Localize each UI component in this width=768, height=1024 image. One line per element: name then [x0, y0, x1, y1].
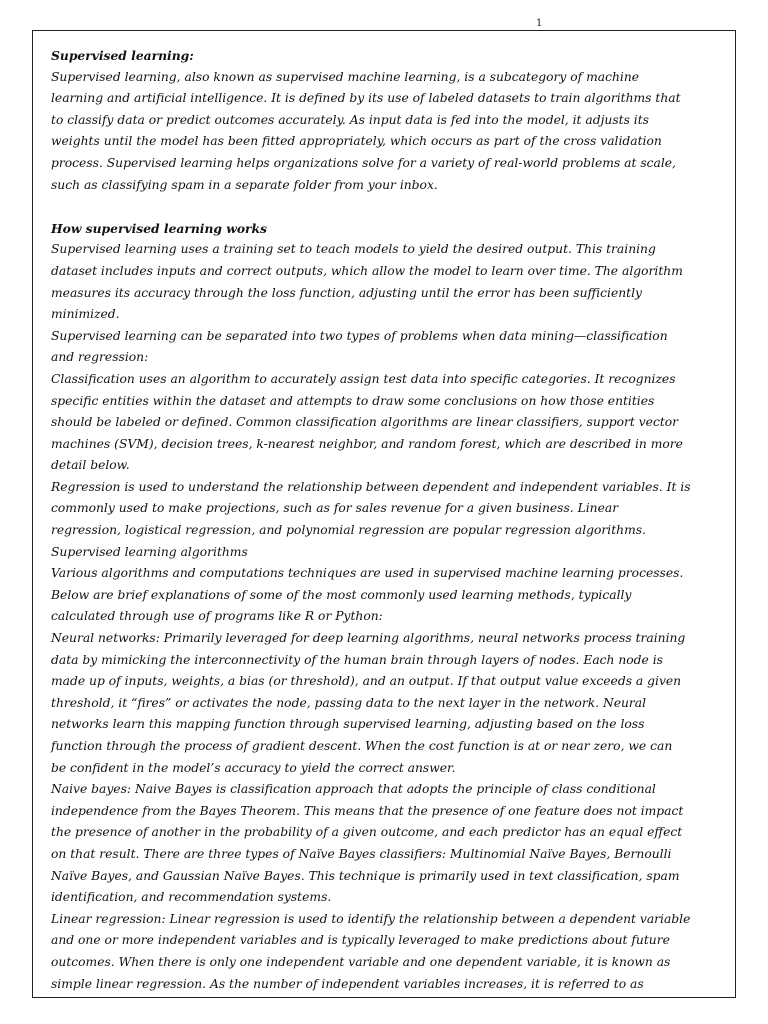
text-line: networks learn this mapping function through supervised learning, adjusting based on the loss [51, 717, 645, 732]
text-line: commonly used to make projections, such as for sales revenue for a given business. Linear [51, 501, 619, 516]
text-line: function through the process of gradient descent. When the cost function is at or near zero, we can [51, 739, 673, 753]
text-line: weights until the model has been fitted appropriately, which occurs as part of the cross validation [51, 134, 662, 149]
text-line: should be labeled or defined. Common classification algorithms are linear classifiers, support vector [51, 415, 679, 430]
text-line: minimized. [51, 307, 120, 322]
text-line: process. Supervised learning helps organizations solve for a variety of real-world problems at scale, [51, 155, 676, 170]
text-line: Regression is used to understand the relationship between dependent and independent variables. It is [51, 479, 691, 494]
text-line: threshold, it “fires” or activates the node, passing data to the next layer in the network. Neural [51, 695, 647, 710]
text-line: machines (SVM), decision trees, k-nearest neighbor, and random forest, which are described in more [51, 436, 683, 451]
text-line: Supervised learning can be separated into two types of problems when data mining—classification [51, 328, 668, 343]
text-line: calculated through use of programs like R or Python: [51, 609, 383, 624]
text-line: independence from the Bayes Theorem. This means that the presence of one feature does not impact [51, 803, 684, 818]
text-line: identification, and recommendation systems. [51, 890, 332, 905]
page-number: 1 [536, 18, 543, 29]
text-line: Supervised learning uses a training set to teach models to yield the desired output. This training [51, 242, 656, 257]
text-line: regression, logistical regression, and polynomial regression are popular regression algorithms. [51, 523, 646, 538]
section-gap [51, 196, 721, 218]
text-line: be confident in the model’s accuracy to yield the correct answer. [51, 760, 456, 775]
text-line: detail below. [51, 458, 130, 473]
text-line: Supervised learning, also known as supervised machine learning, is a subcategory of machine [51, 69, 640, 84]
text-line: outcomes. When there is only one independent variable and one dependent variable, it is known as [51, 954, 671, 969]
section-heading: Supervised learning: [51, 48, 194, 63]
text-line: Classification uses an algorithm to accurately assign test data into specific categories. It recognizes [51, 371, 676, 386]
text-line: Naive bayes: Naive Bayes is classification approach that adopts the principle of class conditional [51, 782, 656, 797]
text-line: Linear regression: Linear regression is used to identify the relationship between a dependent variable [51, 911, 691, 926]
page-frame [32, 30, 736, 998]
text-line: data by mimicking the interconnectivity of the human brain through layers of nodes. Each node is [51, 652, 663, 667]
text-line: Various algorithms and computations techniques are used in supervised machine learning processes. [51, 566, 684, 581]
section-heading: How supervised learning works [51, 220, 267, 236]
text-line: simple linear regression. As the number of independent variables increases, it is referred to as [51, 976, 644, 991]
text-line: on that result. There are three types of Naïve Bayes classifiers: Multinomial Naïve Bayes, Bernoulli [51, 846, 672, 861]
text-line: Neural networks: Primarily leveraged for deep learning algorithms, neural networks process training [51, 631, 686, 646]
text-line: and regression: [51, 350, 149, 365]
text-line: learning and artificial intelligence. It is defined by its use of labeled datasets to train algorithms that [51, 91, 681, 106]
text-line: Naïve Bayes, and Gaussian Naïve Bayes. This technique is primarily used in text classification, spam [51, 868, 680, 883]
text-line: such as classifying spam in a separate folder from your inbox. [51, 177, 438, 192]
document-body [51, 45, 721, 995]
text-line: the presence of another in the probability of a given outcome, and each predictor has an equal effect [51, 825, 683, 840]
text-line: measures its accuracy through the loss function, adjusting until the error has been sufficiently [51, 285, 643, 300]
text-line: Below are brief explanations of some of the most commonly used learning methods, typically [51, 587, 632, 602]
text-line: Supervised learning algorithms [51, 544, 248, 559]
text-line: dataset includes inputs and correct outputs, which allow the model to learn over time. The algorithm [51, 263, 683, 278]
text-line: and one or more independent variables and is typically leveraged to make predictions about future [51, 933, 670, 948]
text-line: to classify data or predict outcomes accurately. As input data is fed into the model, it adjusts its [51, 112, 649, 127]
text-line: specific entities within the dataset and attempts to draw some conclusions on how those entities [51, 393, 655, 408]
text-line: made up of inputs, weights, a bias (or threshold), and an output. If that output value exceeds a given [51, 674, 682, 689]
